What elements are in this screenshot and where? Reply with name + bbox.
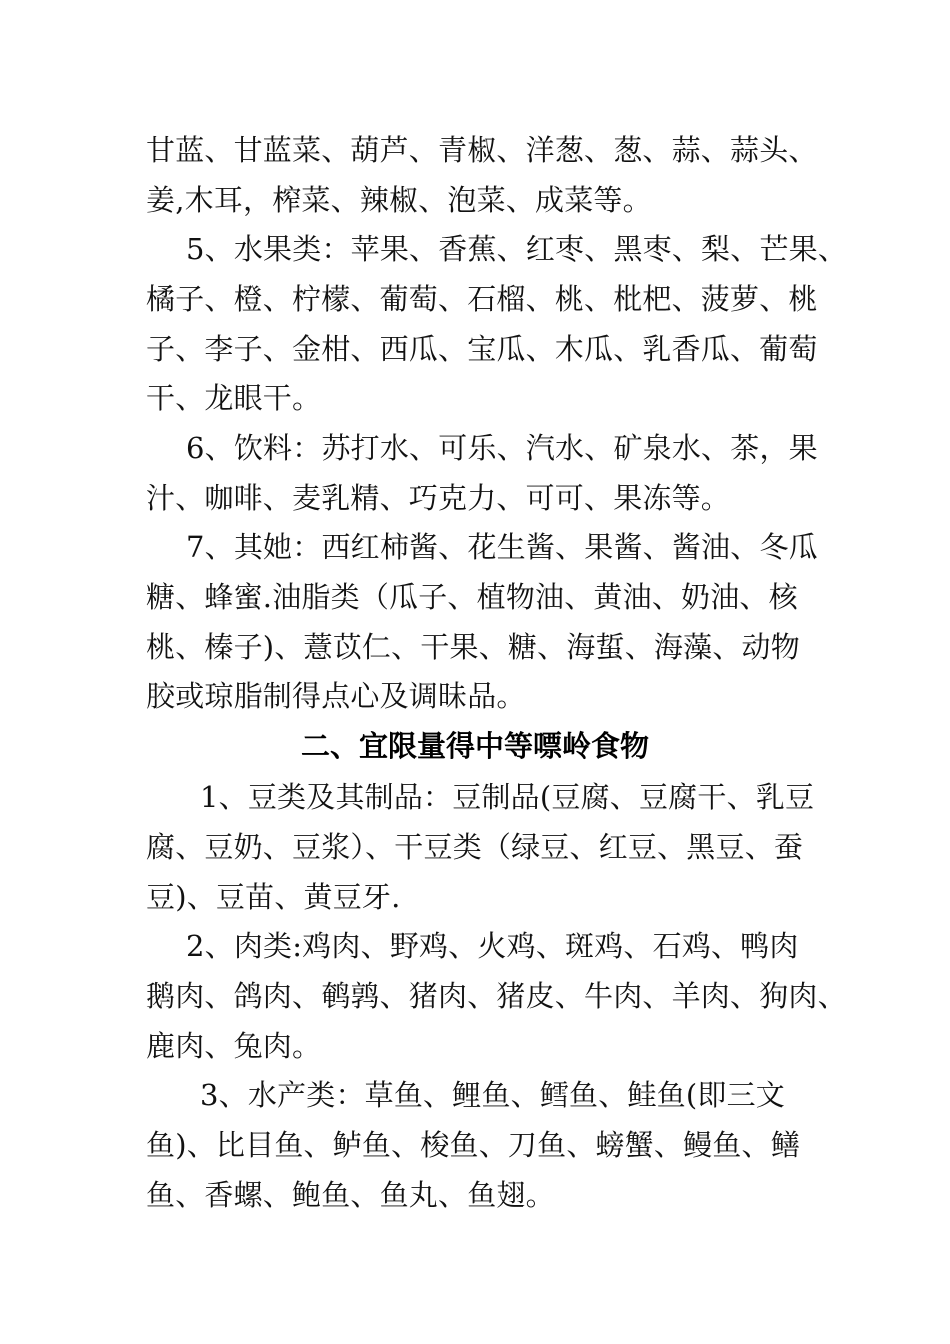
list-item-others: 7、其她：西红柿酱、花生酱、果酱、酱油、冬瓜 — [186, 530, 818, 564]
list-item-beans: 1、豆类及其制品：豆制品(豆腐、豆腐干、乳豆 — [200, 780, 815, 814]
text-line: 糖、蜂蜜.油脂类（瓜子、植物油、黄油、奶油、核 — [146, 580, 798, 614]
list-item-fruits: 5、水果类：苹果、香蕉、红枣、黑枣、梨、芒果、 — [186, 232, 848, 266]
text-line: 姜,木耳，榨菜、辣椒、泡菜、成菜等。 — [146, 183, 652, 217]
text-line: 干、龙眼干。 — [146, 381, 322, 415]
text-line: 橘子、橙、柠檬、葡萄、石榴、桃、枇杷、菠萝、桃 — [146, 282, 818, 316]
text-line: 甘蓝、甘蓝菜、葫芦、青椒、洋葱、葱、蒜、蒜头、 — [146, 133, 818, 167]
text-line: 子、李子、金柑、西瓜、宝瓜、木瓜、乳香瓜、葡萄 — [146, 332, 818, 366]
text-line: 鱼)、比目鱼、鲈鱼、梭鱼、刀鱼、螃蟹、鳗鱼、鳝 — [146, 1128, 800, 1162]
text-line: 鹅肉、鸽肉、鹌鹑、猪肉、猪皮、牛肉、羊肉、狗肉、 — [146, 979, 847, 1013]
text-line: 腐、豆奶、豆浆）、干豆类（绿豆、红豆、黑豆、蚕 — [146, 830, 804, 864]
text-line: 汁、咖啡、麦乳精、巧克力、可可、果冻等。 — [146, 481, 731, 515]
text-line: 鱼、香螺、鲍鱼、鱼丸、鱼翅。 — [146, 1178, 555, 1212]
text-line: 鹿肉、兔肉。 — [146, 1029, 322, 1063]
text-line: 桃、榛子)、薏苡仁、干果、糖、海蜇、海藻、动物 — [146, 630, 800, 664]
list-item-drinks: 6、饮料：苏打水、可乐、汽水、矿泉水、茶，果 — [186, 431, 818, 465]
list-item-meat: 2、肉类:鸡肉、野鸡、火鸡、斑鸡、石鸡、鸭肉 — [186, 929, 799, 963]
text-line: 胶或琼脂制得点心及调昧品。 — [146, 679, 526, 713]
text-line: 豆)、豆苗、黄豆牙. — [146, 880, 401, 914]
section-heading: 二、宜限量得中等嘌岭食物 — [300, 729, 649, 763]
list-item-seafood: 3、水产类：草鱼、鲤鱼、鳕鱼、鲑鱼(即三文 — [200, 1078, 785, 1112]
